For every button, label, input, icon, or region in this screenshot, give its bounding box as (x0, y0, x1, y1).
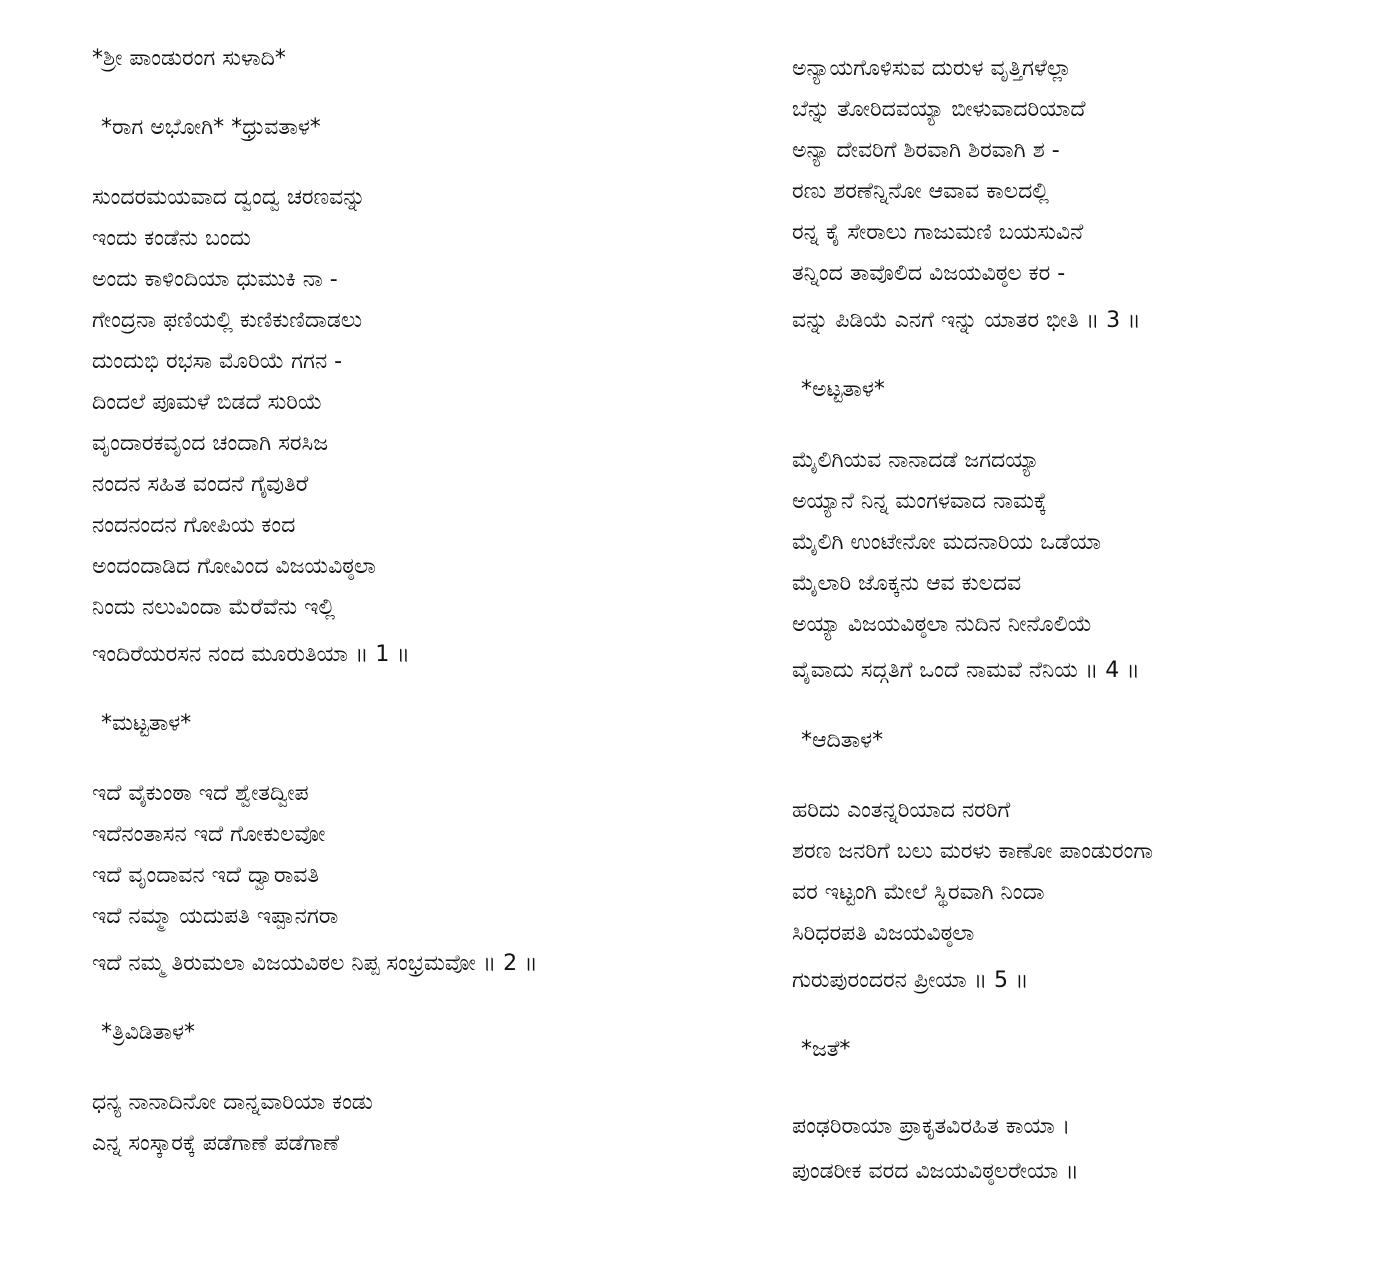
verse-line: ಧನ್ಯ ನಾನಾದಿನೋ ದಾನ್ನವಾರಿಯಾ ಕಂಡು (92, 1090, 373, 1115)
verse-line: ಅಯ್ಯಾ ವಿಜಯವಿಠ್ಠಲಾ ನುದಿನ ನೀನೊಲಿಯೆ (792, 612, 1093, 637)
verse-line: ಹರಿದು ಎಂತನ್ನರಿಯಾದ ನರರಿಗೆ (792, 798, 1011, 823)
triputa-tala-heading: *ತ್ರಿವಿಡಿತಾಳ* (101, 1020, 196, 1045)
verse-line: ನಿಂದು ನಲುವಿಂದಾ ಮೆರೆವೆನು ಇಲ್ಲಿ (92, 595, 336, 620)
verse-line: ಗುರುಪುರಂದರನ ಪ್ರೀಯಾ ॥ 5 ॥ (792, 968, 1029, 993)
verse-line: ನಂದನಂದನ ಗೋಪಿಯ ಕಂದ (92, 513, 296, 538)
verse-line: ಪುಂಡರೀಕ ವರದ ವಿಜಯವಿಠ್ಠಲರೇಯಾ ॥ (792, 1159, 1079, 1184)
verse-line: ಮೈಲಿಗಿ ಉಂಟೇನೋ ಮದನಾರಿಯ ಒಡೆಯಾ (792, 530, 1102, 555)
verse-line: ಬೆನ್ನು ತೋರಿದವಯ್ಯಾ ಬೀಳುವಾದರಿಯಾದೆ (792, 97, 1086, 122)
verse-line: ಇದೆನಂತಾಸನ ಇದೆ ಗೋಕುಲವೋ (92, 822, 326, 847)
verse-line: ಅನ್ಯಾಯಗೊಳಿಸುವ ದುರುಳ ವೃತ್ತಿಗಳೆಲ್ಲಾ (792, 56, 1072, 81)
verse-line: ಪಂಢರಿರಾಯಾ ಪ್ರಾಕೃತವಿರಹಿತ ಕಾಯಾ । (792, 1114, 1071, 1139)
verse-line: ವರ ಇಟ್ಟಂಗಿ ಮೇಲೆ ಸ್ಥಿರವಾಗಿ ನಿಂದಾ (792, 880, 1045, 905)
verse-line: ಮೈಲಿಗಿಯವ ನಾನಾದಡೆ ಜಗದಯ್ಯಾ (792, 448, 1040, 473)
aadi-tala-heading: *ಆದಿತಾಳ* (801, 728, 884, 753)
verse-line: ದುಂದುಭಿ ರಭಸಾ ಮೊರಿಯೆ ಗಗನ - (92, 349, 343, 374)
verse-line: ರಣು ಶರಣೆನ್ನಿನೋ ಆವಾವ ಕಾಲದಲ್ಲಿ (792, 179, 1049, 204)
verse-line: ಎನ್ನ ಸಂಸ್ಕಾರಕ್ಕೆ ಪಡೆಗಾಣೆ ಪಡೆಗಾಣೆ (92, 1131, 340, 1156)
verse-line: ಇದೆ ನಮ್ಮಾ ಯದುಪತಿ ಇಪ್ಪಾನಗರಾ (92, 904, 339, 929)
verse-line: ಇದೆ ವೈಕುಂಠಾ ಇದೆ ಶ್ವೇತದ್ವೀಪ (92, 781, 309, 806)
verse-line: ವೈವಾದು ಸದ್ಗತಿಗೆ ಒಂದೆ ನಾಮವೆ ನೆನಿಯ ॥ 4 ॥ (792, 658, 1140, 683)
verse-line: ಮೈಲಾರಿ ಜೊಕ್ಕನು ಆವ ಕುಲದವ (792, 571, 1022, 596)
verse-line: ತನ್ನಿಂದ ತಾವೊಲಿದ ವಿಜಯವಿಠ್ಠಲ ಕರ - (792, 261, 1066, 286)
verse-line: ಸುಂದರಮಯವಾದ ದ್ವಂದ್ವ ಚರಣವನ್ನು (92, 185, 366, 210)
page-title: *ಶ್ರೀ ಪಾಂಡುರಂಗ ಸುಳಾದಿ* (92, 46, 286, 71)
verse-line: ಅಯ್ಯಾನೆ ನಿನ್ನ ಮಂಗಳವಾದ ನಾಮಕ್ಕೆ (792, 489, 1047, 514)
verse-line: ಅಂದಂದಾಡಿದ ಗೋವಿಂದ ವಿಜಯವಿಠ್ಠಲಾ (92, 554, 376, 579)
verse-line: ಇದೆ ನಮ್ಮ ತಿರುಮಲಾ ವಿಜಯವಿಠಲ ನಿಪ್ಪ ಸಂಭ್ರಮವೋ ॥ 2 ॥ (92, 951, 538, 976)
verse-line: ಅನ್ಯಾ ದೇವರಿಗೆ ಶಿರವಾಗಿ ಶಿರವಾಗಿ ಶ - (792, 138, 1060, 163)
verse-line: ಇಂದು ಕಂಡೆನು ಬಂದು (92, 226, 251, 251)
verse-line: ದಿಂದಲೆ ಪೂಮಳೆ ಬಿಡದೆ ಸುರಿಯೆ (92, 390, 323, 415)
jate-heading: *ಜತೆ* (801, 1037, 851, 1062)
atta-tala-heading: *ಅಟ್ಟತಾಳ* (801, 377, 885, 402)
verse-line: ಇದೆ ವೃಂದಾವನ ಇದೆ ದ್ವಾರಾವತಿ (92, 863, 320, 888)
verse-line: ಅಂದು ಕಾಳಿಂದಿಯಾ ಧುಮುಕಿ ನಾ - (92, 267, 338, 292)
verse-line: ನಂದನ ಸಹಿತ ವಂದನೆ ಗೈವುತಿರೆ (92, 472, 309, 497)
verse-line: ವನ್ನು ಪಿಡಿಯೆ ಎನಗೆ ಇನ್ನು ಯಾತರ ಭೀತಿ ॥ 3 ॥ (792, 308, 1141, 333)
matta-tala-heading: *ಮಟ್ಟತಾಳ* (101, 711, 192, 736)
raga-tala-heading: *ರಾಗ ಅಭೋಗಿ* *ಧ್ರುವತಾಳ* (101, 115, 321, 140)
verse-line: ಗೇಂದ್ರನಾ ಫಣಿಯಲ್ಲಿ ಕುಣಿಕುಣಿದಾಡಲು (92, 308, 363, 333)
verse-line: ರನ್ನ ಕೈ ಸೇರಾಲು ಗಾಜುಮಣಿ ಬಯಸುವಿನೆ (792, 220, 1084, 245)
verse-line: ಶರಣ ಜನರಿಗೆ ಬಲು ಮರಳು ಕಾಣೋ ಪಾಂಡುರಂಗಾ (792, 839, 1154, 864)
verse-line: ಸಿರಿಧರಪತಿ ವಿಜಯವಿಠ್ಠಲಾ (792, 921, 975, 946)
verse-line: ಇಂದಿರೆಯರಸನ ನಂದ ಮೂರುತಿಯಾ ॥ 1 ॥ (92, 642, 410, 667)
verse-line: ವೃಂದಾರಕವೃಂದ ಚಂದಾಗಿ ಸರಸಿಜ (92, 431, 328, 456)
